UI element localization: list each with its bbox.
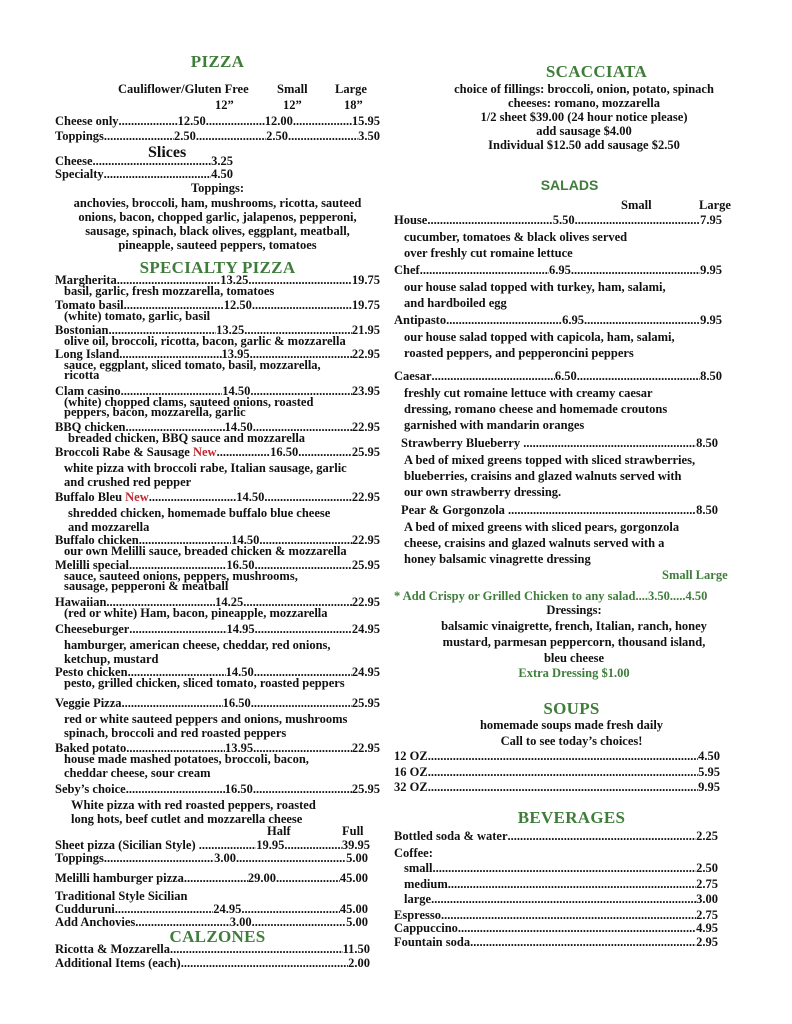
salad-item-desc: and hardboiled egg: [404, 296, 507, 310]
specialty-item-row: Baked potato ..... 13.95 ..... 22.95: [55, 742, 380, 755]
calzones-heading: CALZONES: [169, 927, 266, 946]
specialty-item-desc: White pizza with red roasted peppers, roasted: [71, 798, 316, 812]
specialty-item-desc: long hots, beef cutlet and mozzarella cheese: [71, 812, 303, 826]
scacciata-heading: SCACCIATA: [545, 62, 648, 81]
salad-item-row: Pear & Gorgonzola ..... 8.50: [401, 504, 718, 517]
calzone-row: Additional Items (each) ..... 2.00: [55, 957, 370, 970]
salad-item-desc: A bed of mixed greens topped with sliced strawberries,: [404, 453, 696, 467]
salad-item-desc: A bed of mixed greens with sliced pears, gorgonzola: [404, 520, 680, 534]
addon-header: Small Large: [662, 568, 728, 582]
pizza-heading: PIZZA: [190, 52, 245, 71]
specialty-item-desc: sausage, pepperoni & meatball: [64, 579, 229, 593]
anchovies-row: Add Anchovies ..... 3.00 ..... 5.00: [55, 916, 368, 929]
dressings-line: balsamic vinaigrette, french, Italian, ranch, honey: [441, 619, 707, 633]
pizza-col1-size: 12”: [215, 98, 234, 112]
specialty-item-row: Long Island ..... 13.95 ..... 22.95: [55, 348, 380, 361]
cudduruni-row: Cudduruni ..... 24.95 ..... 45.00: [55, 903, 368, 916]
new-badge: New: [192, 445, 217, 459]
dressings-line: mustard, parmesan peppercorn, thousand island,: [442, 635, 706, 649]
hamburger-pizza-row: Melilli hamburger pizza ..... 29.00 ..... 45.00: [55, 872, 368, 885]
scacciata-line: Individual $12.50 add sausage $2.50: [488, 138, 680, 152]
slice-specialty-row: Specialty ..... 4.50: [55, 168, 233, 181]
specialty-item-desc: and mozzarella: [68, 520, 150, 534]
soups-heading: SOUPS: [543, 699, 600, 718]
specialty-item-row: Margherita ..... 13.25 ..... 19.75: [55, 274, 380, 287]
specialty-item-row: Bostonian ..... 13.25 ..... 21.95: [55, 324, 380, 337]
pizza-col3-size: 18”: [344, 98, 363, 112]
specialty-item-desc: ketchup, mustard: [64, 652, 159, 666]
toppings-line: pineapple, sauteed peppers, tomatoes: [118, 238, 317, 252]
specialty-item-desc: shredded chicken, homemade buffalo blue cheese: [68, 506, 331, 520]
specialty-item-row: Pesto chicken ..... 14.50 ..... 24.95: [55, 666, 380, 679]
soup-row: 16 OZ ..... 5.95: [394, 766, 720, 779]
beverage-row: large ..... 3.00: [404, 893, 718, 906]
specialty-item-desc: (red or white) Ham, bacon, pineapple, mozzarella: [64, 606, 328, 620]
salad-item-desc: blueberries, craisins and glazed walnuts served with: [404, 469, 682, 483]
toppings-line: anchovies, broccoli, ham, mushrooms, ricotta, sauteed: [73, 196, 362, 210]
toppings-line: sausage, spinach, black olives, eggplant, meatball,: [85, 224, 350, 238]
salad-item-desc: cheese, craisins and glazed walnuts served with a: [404, 536, 665, 550]
soups-line: Call to see today’s choices!: [500, 734, 643, 748]
specialty-item-desc: peppers, bacon, mozzarella, garlic: [64, 405, 246, 419]
specialty-item-desc: and crushed red pepper: [64, 475, 192, 489]
pizza-col2-header: Small: [277, 82, 308, 96]
scacciata-line: cheeses: romano, mozzarella: [508, 96, 660, 110]
salads-small-header: Small: [621, 198, 652, 212]
specialty-heading: SPECIALTY PIZZA: [139, 258, 296, 277]
salads-heading: SALADS: [540, 177, 599, 193]
pizza-col3-header: Large: [335, 82, 367, 96]
salads-large-header: Large: [699, 198, 731, 212]
salad-item-desc: garnished with mandarin oranges: [404, 418, 585, 432]
specialty-item-desc: ricotta: [64, 368, 100, 382]
salad-item-desc: dressing, romano cheese and homemade croutons: [404, 402, 668, 416]
sheet-toppings-row: Toppings ..... 3.00 ..... 5.00: [55, 852, 368, 865]
salad-item-desc: our own strawberry dressing.: [404, 485, 562, 499]
new-badge: New: [125, 490, 149, 504]
pizza-cheese-row: Cheese only ..... 12.50 ..... 12.00 ..... 15.95: [55, 115, 380, 128]
scacciata-line: add sausage $4.00: [536, 124, 632, 138]
specialty-item-desc: our own Melilli sauce, breaded chicken & mozzarella: [64, 544, 347, 558]
specialty-item-desc: (white) chopped clams, sauteed onions, roasted: [64, 395, 314, 409]
traditional-label: Traditional Style Sicilian: [55, 889, 188, 903]
specialty-item-desc: olive oil, broccoli, ricotta, bacon, garlic & mozzarella: [64, 334, 346, 348]
scacciata-line: 1/2 sheet $39.00 (24 hour notice please): [480, 110, 688, 124]
specialty-item-row: Tomato basil ..... 12.50 ..... 19.75: [55, 299, 380, 312]
sheet-pizza-row: Sheet pizza (Sicilian Style) ..... 19.95 ..... 39.95: [55, 839, 370, 852]
beverage-row: Bottled soda & water ..... 2.25: [394, 830, 718, 843]
soups-line: homemade soups made fresh daily: [479, 718, 664, 732]
dressings-heading: Dressings:: [546, 603, 602, 617]
specialty-item-desc: hamburger, american cheese, cheddar, red onions,: [64, 638, 331, 652]
beverage-row: Cappuccino ..... 4.95: [394, 922, 718, 935]
salad-item-row: Antipasto ..... 6.95 ..... 9.95: [394, 314, 722, 327]
specialty-item-desc: basil, garlic, fresh mozzarella, tomatoes: [64, 284, 275, 298]
full-header: Full: [342, 824, 364, 838]
beverage-row: Espresso ..... 2.75: [394, 909, 718, 922]
salad-item-desc: roasted peppers, and pepperoncini peppers: [404, 346, 634, 360]
specialty-item-row: Buffalo chicken ..... 14.50 ..... 22.95: [55, 534, 380, 547]
specialty-item-desc: sauce, sauteed onions, peppers, mushrooms,: [64, 569, 298, 583]
salad-item-desc: our house salad topped with turkey, ham, salami,: [404, 280, 666, 294]
half-header: Half: [267, 824, 291, 838]
specialty-item-desc: pesto, grilled chicken, sliced tomato, roasted peppers: [64, 676, 345, 690]
specialty-item-row: Seby’s choice ..... 16.50 ..... 25.95: [55, 783, 380, 796]
scacciata-line: choice of fillings: broccoli, onion, potato, spinach: [454, 82, 714, 96]
specialty-item-desc: (white) tomato, garlic, basil: [64, 309, 211, 323]
specialty-item-desc: red or white sauteed peppers and onions, mushrooms: [64, 712, 348, 726]
salad-item-desc: over freshly cut romaine lettuce: [404, 246, 573, 260]
slices-heading: Slices: [148, 144, 187, 161]
salad-item-row: House ..... 5.50 ..... 7.95: [394, 214, 722, 227]
salad-item-row: Chef ..... 6.95 ..... 9.95: [394, 264, 722, 277]
soup-row: 12 OZ ..... 4.50: [394, 750, 720, 763]
specialty-item-row: Clam casino ..... 14.50 ..... 23.95: [55, 385, 380, 398]
beverage-row: small ..... 2.50: [404, 862, 718, 875]
salad-item-desc: our house salad topped with capicola, ham, salami,: [404, 330, 675, 344]
beverages-heading: BEVERAGES: [517, 808, 626, 827]
salad-item-desc: cucumber, tomatoes & black olives served: [404, 230, 628, 244]
specialty-item-desc: white pizza with broccoli rabe, Italian sausage, garlic: [64, 461, 347, 475]
pizza-toppings-row: Toppings ..... 2.50 ..... 2.50 ..... 3.50: [55, 130, 380, 143]
specialty-item-row: Broccoli Rabe & Sausage New ..... 16.50 ..... 25.95: [55, 446, 380, 459]
specialty-item-row: Cheeseburger ..... 14.95 ..... 24.95: [55, 623, 380, 636]
specialty-item-desc: breaded chicken, BBQ sauce and mozzarella: [68, 431, 306, 445]
specialty-item-row: Veggie Pizza ..... 16.50 ..... 25.95: [55, 697, 380, 710]
salad-item-row: Strawberry Blueberry ..... 8.50: [401, 437, 718, 450]
beverage-row: medium ..... 2.75: [404, 878, 718, 891]
specialty-item-desc: cheddar cheese, sour cream: [64, 766, 211, 780]
specialty-item-row: Buffalo Bleu New ..... 14.50 ..... 22.95: [55, 491, 380, 504]
pizza-col1-header: Cauliflower/Gluten Free: [118, 82, 249, 96]
salad-item-desc: honey balsamic vinagrette dressing: [404, 552, 591, 566]
salad-item-row: Caesar ..... 6.50 ..... 8.50: [394, 370, 722, 383]
soup-row: 32 OZ ..... 9.95: [394, 781, 720, 794]
dressings-line: bleu cheese: [543, 651, 605, 665]
specialty-item-row: Hawaiian ..... 14.25 ..... 22.95: [55, 596, 380, 609]
specialty-item-row: Melilli special ..... 16.50 ..... 25.95: [55, 559, 380, 572]
calzone-row: Ricotta & Mozzarella ..... 11.50: [55, 943, 370, 956]
specialty-item-desc: sauce, eggplant, sliced tomato, basil, mozzarella,: [64, 358, 321, 372]
coffee-label: Coffee:: [394, 846, 433, 860]
add-chicken-line: * Add Crispy or Grilled Chicken to any salad....3.50.....4.50: [394, 589, 708, 603]
salad-item-desc: freshly cut romaine lettuce with creamy caesar: [404, 386, 653, 400]
specialty-item-desc: spinach, broccoli and red roasted peppers: [64, 726, 287, 740]
slice-cheese-row: Cheese ..... 3.25: [55, 155, 233, 168]
specialty-item-row: BBQ chicken ..... 14.50 ..... 22.95: [55, 421, 380, 434]
specialty-item-desc: house made mashed potatoes, broccoli, bacon,: [64, 752, 309, 766]
toppings-heading: Toppings:: [190, 181, 245, 195]
beverage-row: Fountain soda ..... 2.95: [394, 936, 718, 949]
extra-dressing: Extra Dressing $1.00: [518, 666, 630, 680]
pizza-col2-size: 12”: [283, 98, 302, 112]
toppings-line: onions, bacon, chopped garlic, jalapenos, pepperoni,: [78, 210, 357, 224]
